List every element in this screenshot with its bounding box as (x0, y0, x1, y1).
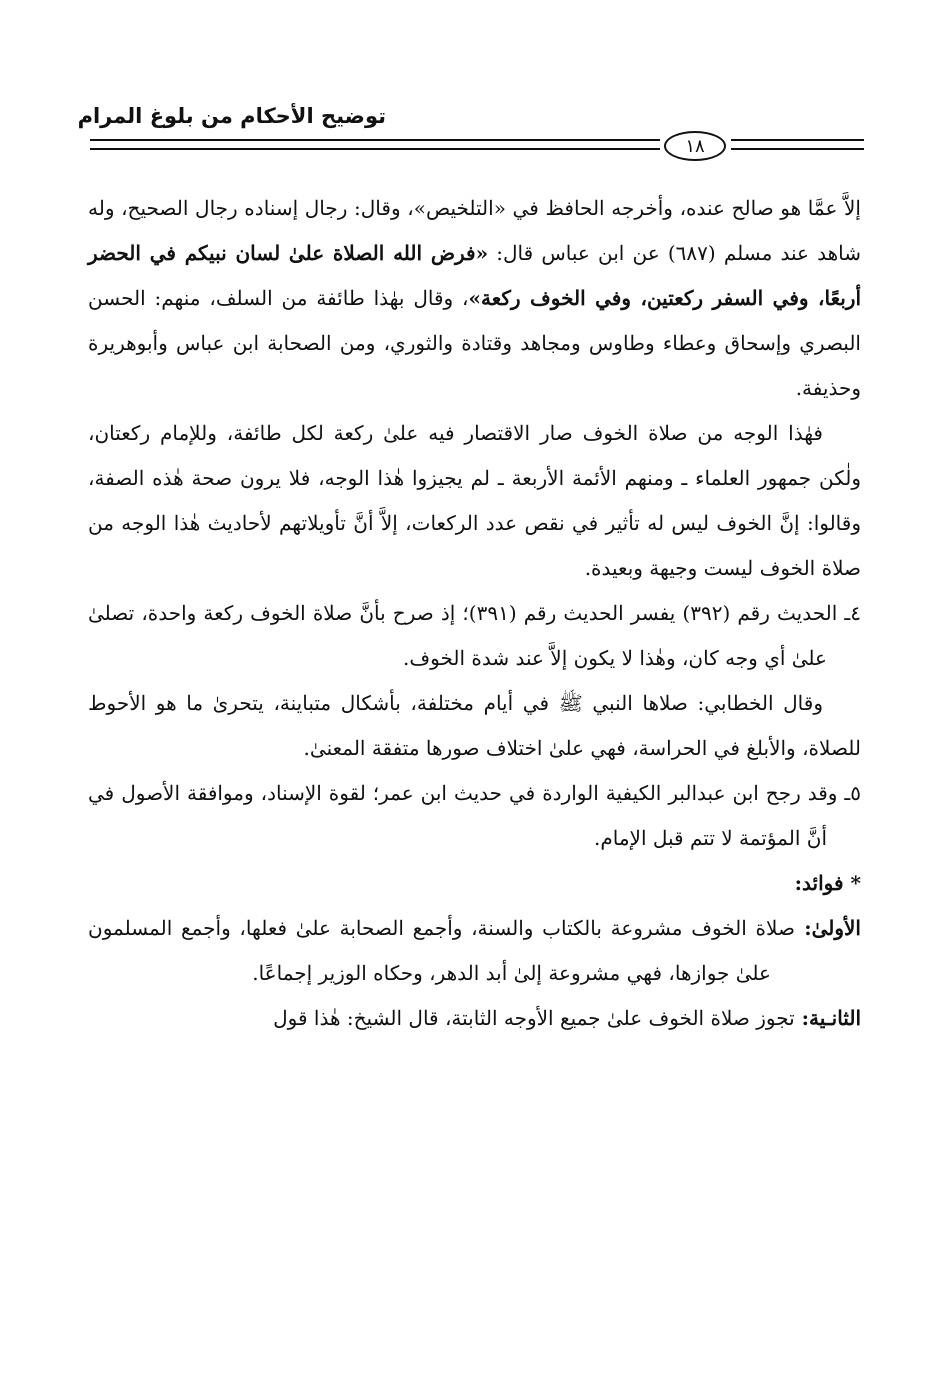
benefits-heading: * فوائد: (794, 871, 861, 895)
hadith-quote: «فرض الله الصلاة علىٰ لسان نبيكم في الحضر أربعًا، وفي السفر ركعتين، وفي الخوف ركعة» (88, 241, 861, 310)
running-header-title: توضيح الأحكام من بلوغ المرام (77, 104, 386, 128)
benefit-first-text: صلاة الخوف مشروعة بالكتاب والسنة، وأجمع الصحابة علىٰ فعلها، وأجمع المسلمون علىٰ جوازها، فهي مشروعة إلىٰ أبد الدهر، وحكاه الوزير إجماعًا. (88, 916, 795, 985)
header-rule-right-top (731, 139, 864, 141)
benefit-first (88, 906, 861, 996)
header-rule-right-bottom (731, 148, 864, 150)
benefit-first-label: الأولىٰ: (794, 916, 861, 940)
paragraph-khattabi: وقال الخطابي: صلاها النبي ﷺ في أيام مختلفة، بأشكال متباينة، يتحرىٰ ما هو الأحوط للصلاة، والأبلغ في الحراسة، فهي علىٰ اختلاف صورها متفقة المعنىٰ. (88, 691, 861, 760)
paragraph-2: فهٰذا الوجه من صلاة الخوف صار الاقتصار فيه علىٰ ركعة لكل طائفة، وللإمام ركعتان، ولٰكن جمهور العلماء ـ ومنهم الأئمة الأربعة ـ لم يجيزوا هٰذا الوجه، فلا يرون صحة هٰذه الصفة، وقالوا: إنَّ الخوف ليس له تأثير في نقص عدد الركعات، إلاَّ أنَّ تأويلاتهم لأحاديث هٰذا الوجه من صلاة الخوف ليست وجيهة وبعيدة. (88, 421, 861, 580)
header-rule-left-top (90, 139, 660, 141)
paragraph-1-text-c: ، وقال بهٰذا طائفة من السلف، منهم: الحسن البصري وإسحاق وعطاء وطاوس ومجاهد وقتادة والثوري، ومن الصحابة ابن عباس وأبوهريرة وحذيفة. (88, 286, 861, 400)
benefit-second-text: تجوز صلاة الخوف علىٰ جميع الأوجه الثابتة، قال الشيخ: هٰذا قول (273, 1006, 795, 1030)
header-rule-left-bottom (90, 148, 660, 150)
page-number-badge (664, 131, 726, 161)
paragraph-1 (88, 186, 861, 411)
benefit-second (88, 996, 861, 1041)
point-4: ٤ـ الحديث رقم (٣٩٢) يفسر الحديث رقم (٣٩١)؛ إذ صرح بأنَّ صلاة الخوف ركعة واحدة، تصلىٰ علىٰ أي وجه كان، وهٰذا لا يكون إلاَّ عند شدة الخوف. (88, 601, 861, 670)
point-5: ٥ـ وقد رجح ابن عبدالبر الكيفية الواردة في حديث ابن عمر؛ لقوة الإسناد، وموافقة الأصول في أنَّ المؤتمة لا تتم قبل الإمام. (88, 781, 861, 850)
page-number: ١٨ (685, 135, 705, 157)
paragraph-1-text-a: إلاَّ عمَّا هو صالح عنده، وأخرجه الحافظ في «التلخيص»، وقال: رجال إسناده رجال الصحيح، وله شاهد عند مسلم (٦٨٧) عن ابن عباس قال: (88, 196, 861, 265)
benefit-second-label: الثانـية: (794, 1006, 861, 1030)
page-body (88, 186, 861, 1041)
